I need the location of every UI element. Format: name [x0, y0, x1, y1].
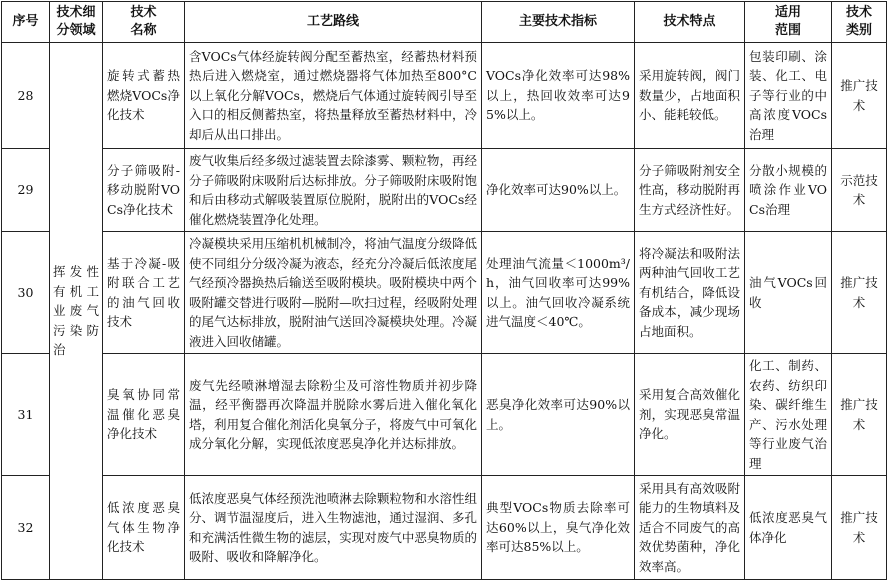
domain-cell: 挥发性有机工业废气污染防治: [50, 43, 103, 580]
header-feature: 技术特点: [635, 2, 745, 43]
header-indicator: 主要技术指标: [482, 2, 635, 43]
table-row: [2, 232, 887, 354]
table-row: [2, 43, 887, 149]
tech-indicator: 典型VOCs物质去除率可达60%以上，臭气净化效率可达85%以上。: [482, 476, 635, 580]
tech-category: 推广技术: [832, 43, 887, 149]
header-name: 技术 名称: [103, 2, 185, 43]
technology-table: [1, 1, 887, 580]
table-row: [2, 354, 887, 476]
tech-indicator: 恶臭净化效率可达90%以上。: [482, 354, 635, 476]
applicable-scope: 包装印刷、涂装、化工、电子等行业的中高浓度VOCs治理: [745, 43, 832, 149]
header-category: 技术 类别: [832, 2, 887, 43]
tech-category: 推广技术: [832, 354, 887, 476]
process-route: 废气收集后经多级过滤装置去除漆雾、颗粒物，再经分子筛吸附床吸附后达标排放。分子筛吸附床吸附饱和后由移动式解吸装置原位脱附，脱附出的VOCs经催化燃烧装置净化处理。: [185, 149, 482, 232]
process-route: 含VOCs气体经旋转阀分配至蓄热室，经蓄热材料预热后进入燃烧室，通过燃烧器将气体加热至800°C以上氧化分解VOCs，燃烧后气体通过旋转阀引导至入口的相反侧蓄热室，将热量释放至蓄热材料中，冷却后从出口排出。: [185, 43, 482, 149]
process-route: 低浓度恶臭气体经预洗池喷淋去除颗粒物和水溶性组分、调节温湿度后，进入生物滤池，通过湿润、多孔和充满活性微生物的滤层，实现对废气中恶臭物质的吸附、吸收和降解净化。: [185, 476, 482, 580]
row-seq: 28: [2, 43, 50, 149]
tech-feature: 将冷凝法和吸附法两种油气回收工艺有机结合，降低设备成本，减少现场占地面积。: [635, 232, 745, 354]
tech-feature: 分子筛吸附剂安全性高，移动脱附再生方式经济性好。: [635, 149, 745, 232]
tech-indicator: 处理油气流量＜1000m³/h，油气回收率可达99%以上。油气回收冷凝系统进气温度＜40℃。: [482, 232, 635, 354]
row-seq: 29: [2, 149, 50, 232]
header-seq: 序号: [2, 2, 50, 43]
header-row: [2, 2, 887, 43]
applicable-scope: 油气VOCs回收: [745, 232, 832, 354]
process-route: 废气先经喷淋增湿去除粉尘及可溶性物质并初步降温，经平衡器再次降温并脱除水雾后进入催化氧化塔，利用复合催化剂活化臭氧分子，将废气中可氧化成分氧化分解，实现低浓度恶臭净化并达标排放。: [185, 354, 482, 476]
tech-category: 推广技术: [832, 232, 887, 354]
tech-indicator: 净化效率可达90%以上。: [482, 149, 635, 232]
header-scope: 适用 范围: [745, 2, 832, 43]
tech-feature: 采用旋转阀，阀门数量少，占地面积小、能耗较低。: [635, 43, 745, 149]
tech-name: 旋转式蓄热燃烧VOCs净化技术: [103, 43, 185, 149]
tech-name: 基于冷凝-吸附联合工艺的油气回收技术: [103, 232, 185, 354]
header-domain: 技术细 分领域: [50, 2, 103, 43]
tech-category: 示范技术: [832, 149, 887, 232]
process-route: 冷凝模块采用压缩机机械制冷，将油气温度分级降低使不同组分分级冷凝为液态，经充分冷凝后低浓度尾气经预冷器换热后输送至吸附模块。吸附模块中两个吸附罐交替进行吸附—脱附—吹扫过程，经吸附处理的尾气达标排放，脱附油气送回冷凝模块处理。冷凝液进入回收储罐。: [185, 232, 482, 354]
applicable-scope: 分散小规模的喷涂作业VOCs治理: [745, 149, 832, 232]
table-row: [2, 476, 887, 580]
tech-name: 低浓度恶臭气体生物净化技术: [103, 476, 185, 580]
row-seq: 30: [2, 232, 50, 354]
header-route: 工艺路线: [185, 2, 482, 43]
applicable-scope: 低浓度恶臭气体净化: [745, 476, 832, 580]
row-seq: 32: [2, 476, 50, 580]
tech-name: 臭氧协同常温催化恶臭净化技术: [103, 354, 185, 476]
table-row: [2, 149, 887, 232]
applicable-scope: 化工、制药、农药、纺织印染、碳纤维生产、污水处理等行业废气治理: [745, 354, 832, 476]
tech-feature: 采用具有高效吸附能力的生物填料及适合不同废气的高效优势菌种，净化效率高。: [635, 476, 745, 580]
tech-feature: 采用复合高效催化剂，实现恶臭常温净化。: [635, 354, 745, 476]
tech-indicator: VOCs净化效率可达98%以上，热回收效率可达95%以上。: [482, 43, 635, 149]
tech-name: 分子筛吸附-移动脱附VOCs净化技术: [103, 149, 185, 232]
tech-category: 推广技术: [832, 476, 887, 580]
row-seq: 31: [2, 354, 50, 476]
